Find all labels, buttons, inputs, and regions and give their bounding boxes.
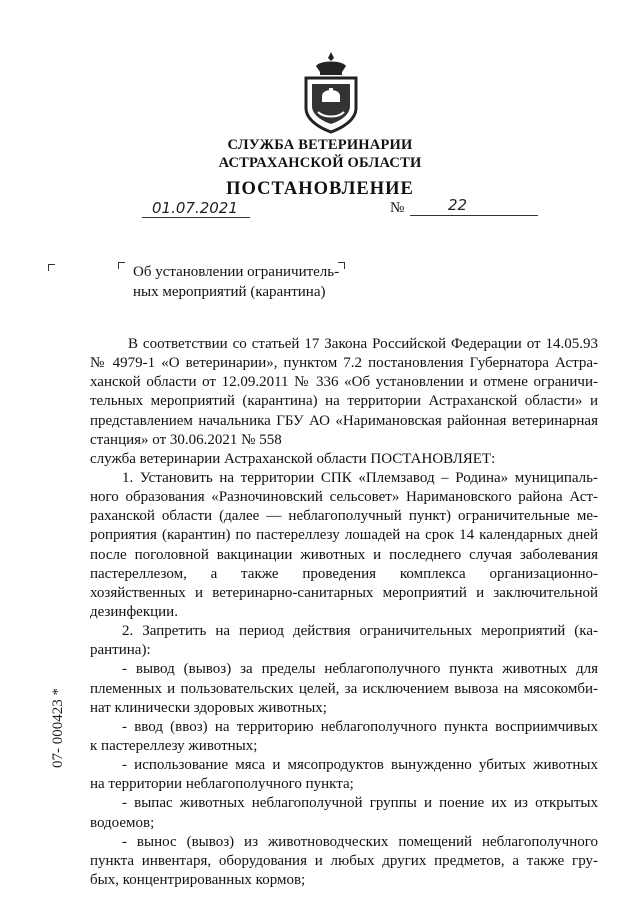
body-line: дезинфекции. <box>90 603 178 620</box>
body-line: представлением начальника ГБУ АО «Наримановская районная ветеринарная <box>90 412 598 429</box>
body-line: - использование мяса и мясопродуктов вынужденно убитых животных <box>122 757 598 774</box>
subject-line1: Об установлении ограничитель- <box>133 264 340 280</box>
body-line: роприятия (карантин) по пастереллезу лошадей на срок 14 календарных дней <box>90 527 598 544</box>
coat-of-arms-emblem <box>302 50 360 134</box>
body-line: ханской области от 12.09.2011 № 336 «Об установлении и отмене ограничи- <box>90 374 598 391</box>
body-line: служба ветеринарии Астраханской области ПОСТАНОВЛЯЕТ: <box>90 450 496 467</box>
body-line: водоемов; <box>90 814 155 831</box>
body-line: пункта инвентаря, оборудования и любых других предметов, а также гру- <box>90 852 598 869</box>
body-line: № 4979-1 «О ветеринарии», пунктом 7.2 постановления Губернатора Астра- <box>90 355 598 372</box>
body-line: племенных и пользовательских целей, за исключением вывоза на мясокомби- <box>90 680 598 697</box>
document-body <box>90 335 598 890</box>
body-line: бых, концентрированных кормов; <box>90 871 306 888</box>
organization-name-line1: СЛУЖБА ВЕТЕРИНАРИИ <box>227 137 413 153</box>
body-line: 1. Установить на территории СПК «Племзавод – Родина» муниципаль- <box>122 469 598 486</box>
body-line: раханской области (далее — неблагополучный пункт) ограничительные ме- <box>90 508 598 525</box>
body-line: рантина): <box>90 642 151 659</box>
body-line: на территории неблагополучного пункта; <box>90 776 354 793</box>
body-line: хозяйственных и ветеринарно-санитарных мероприятий и заключительной <box>90 584 598 601</box>
body-line: нат клинически здоровых животных; <box>90 699 327 716</box>
date-underline <box>142 216 250 218</box>
body-line: к пастереллезу животных; <box>90 737 258 754</box>
margin-serial-text: 07- 000423 * <box>50 688 66 768</box>
margin-serial-code <box>40 650 70 770</box>
subject-line2: ных мероприятий (карантина) <box>133 284 326 300</box>
subject-corner-mark-left <box>118 262 125 269</box>
body-line: - выпас животных неблагополучной группы и поение их из открытых <box>122 795 598 812</box>
body-line: после поголовной вакцинации животных и последнего случая заболевания <box>90 546 598 563</box>
document-type-title: ПОСТАНОВЛЕНИЕ <box>226 179 414 199</box>
body-line: станция» от 30.06.2021 № 558 <box>90 431 282 448</box>
body-line: - ввод (ввоз) на территорию неблагополучного пункта восприимчивых <box>122 718 598 735</box>
body-line: тельных мероприятий (карантина) на территории Астраханской области» и <box>90 393 598 410</box>
left-corner-mark <box>48 264 55 271</box>
body-line: - вынос (вывоз) из животноводческих помещений неблагополучного <box>122 833 598 850</box>
number-label: № <box>390 200 405 216</box>
number-underline <box>410 214 538 216</box>
body-line: В соответствии со статьей 17 Закона Российской Федерации от 14.05.93 <box>128 336 598 352</box>
handwritten-date: 01.07.2021 <box>152 199 238 217</box>
body-line: пастереллезом, а также проведения комплекса организационно- <box>90 565 598 582</box>
handwritten-number: 22 <box>448 196 468 214</box>
body-line: - вывод (вывоз) за пределы неблагополучного пункта животных для <box>122 661 598 678</box>
organization-name-line2: АСТРАХАНСКОЙ ОБЛАСТИ <box>218 155 422 171</box>
body-line: 2. Запретить на период действия ограничительных мероприятий (ка- <box>122 623 598 640</box>
body-line: ного образования «Разночиновский сельсовет» Наримановского района Аст- <box>90 489 598 506</box>
